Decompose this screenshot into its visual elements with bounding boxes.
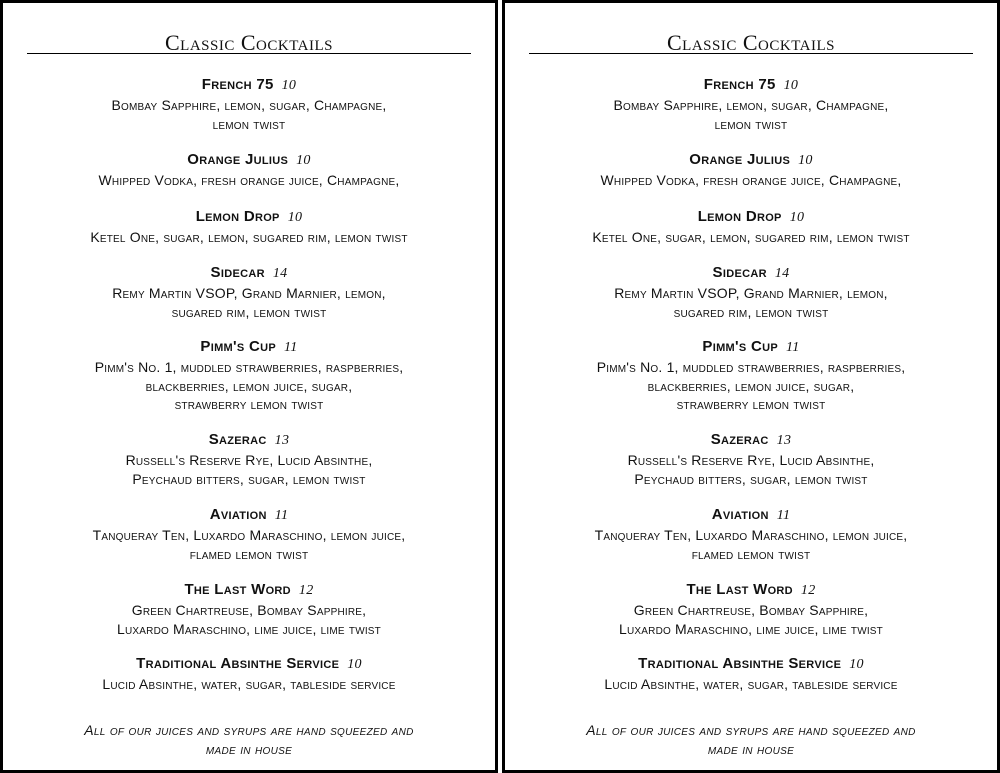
item-description — [505, 171, 997, 190]
item-description-line: Lucid Absinthe, water, sugar, tableside service — [604, 676, 898, 692]
item-description-line: Bombay Sapphire, lemon, sugar, Champagne, — [613, 97, 889, 113]
item-price: 10 — [849, 657, 864, 672]
menu-page-right — [502, 0, 1000, 773]
item-price: 13 — [274, 433, 290, 448]
menu-title: Classic Cocktails — [667, 30, 835, 55]
menu-item — [505, 431, 997, 488]
item-price: 11 — [274, 508, 289, 523]
item-description-line: Peychaud bitters, sugar, lemon twist — [634, 470, 868, 487]
item-name: The Last Word — [184, 581, 291, 598]
footer-note — [505, 721, 997, 758]
item-description-line: Ketel One, sugar, lemon, sugared rim, lemon twist — [90, 229, 408, 245]
menu-item — [505, 76, 997, 133]
item-description-line: blackberries, lemon juice, sugar, — [145, 377, 353, 394]
menu-item — [3, 431, 495, 488]
item-price: 10 — [783, 78, 799, 93]
item-description — [505, 451, 997, 488]
item-name: Orange Julius — [187, 151, 289, 168]
footer-note-line: made in house — [205, 740, 293, 757]
item-description — [505, 96, 997, 133]
item-description-line: Lucid Absinthe, water, sugar, tableside service — [102, 676, 396, 692]
item-name: Sidecar — [712, 264, 767, 281]
menu-item — [505, 208, 997, 247]
item-name: French 75 — [201, 76, 274, 93]
item-description-line: Peychaud bitters, sugar, lemon twist — [132, 470, 366, 487]
item-name: The Last Word — [686, 581, 793, 598]
footer-note — [3, 721, 495, 758]
item-description-line: Bombay Sapphire, lemon, sugar, Champagne, — [111, 97, 387, 113]
item-description-line: Tanqueray Ten, Luxardo Maraschino, lemon juice, — [594, 527, 908, 543]
menu-item — [3, 581, 495, 638]
menu-item — [3, 76, 495, 133]
item-description-line: Green Chartreuse, Bombay Sapphire, — [633, 602, 869, 618]
item-price: 14 — [774, 266, 790, 281]
item-description-line: Remy Martin VSOP, Grand Marnier, lemon, — [112, 285, 386, 301]
item-description — [505, 526, 997, 563]
item-price: 10 — [281, 78, 297, 93]
item-price: 10 — [798, 153, 813, 168]
item-description-line: Russell's Reserve Rye, Lucid Absinthe, — [627, 452, 875, 468]
item-description-line: strawberry lemon twist — [676, 396, 826, 412]
item-description-line: flamed lemon twist — [189, 545, 309, 562]
menu-page-left — [0, 0, 498, 773]
item-description — [3, 96, 495, 133]
item-description-line: Tanqueray Ten, Luxardo Maraschino, lemon juice, — [92, 527, 406, 543]
item-description-line: Whipped Vodka, fresh orange juice, Champagne, — [600, 172, 902, 188]
item-description-line: Pimm's No. 1, muddled strawberries, raspberries, — [596, 359, 906, 375]
item-name: Aviation — [711, 506, 769, 523]
item-description — [3, 171, 495, 190]
item-description-line: Luxardo Maraschino, lime juice, lime twist — [619, 620, 883, 637]
menu-item — [505, 655, 997, 694]
item-name: Sazerac — [208, 431, 267, 448]
item-description-line: Whipped Vodka, fresh orange juice, Champagne, — [98, 172, 400, 188]
item-price: 11 — [786, 340, 800, 355]
item-price: 10 — [296, 153, 311, 168]
item-description-line: sugared rim, lemon twist — [673, 303, 829, 320]
item-name: French 75 — [703, 76, 776, 93]
item-description-line: blackberries, lemon juice, sugar, — [647, 377, 855, 394]
item-description-line: flamed lemon twist — [691, 545, 811, 562]
item-description-line: sugared rim, lemon twist — [171, 303, 327, 320]
menu-item — [3, 338, 495, 414]
menu-item — [505, 264, 997, 321]
item-description — [3, 358, 495, 414]
item-description-line: strawberry lemon twist — [174, 396, 324, 412]
footer-note-line: made in house — [707, 740, 795, 757]
item-price: 13 — [776, 433, 792, 448]
item-description — [3, 526, 495, 563]
item-description-line: Remy Martin VSOP, Grand Marnier, lemon, — [614, 285, 888, 301]
menu-item — [3, 151, 495, 190]
item-description-line: lemon twist — [212, 115, 286, 132]
menu-item — [3, 655, 495, 694]
item-name: Orange Julius — [689, 151, 791, 168]
item-price: 11 — [284, 340, 298, 355]
item-name: Lemon Drop — [697, 208, 782, 225]
menu-item — [505, 338, 997, 414]
item-price: 10 — [347, 657, 362, 672]
item-description — [505, 228, 997, 247]
menu-item — [3, 506, 495, 563]
item-description — [505, 675, 997, 694]
item-description-line: Green Chartreuse, Bombay Sapphire, — [131, 602, 367, 618]
item-name: Traditional Absinthe Service — [638, 655, 842, 672]
menu-item — [505, 151, 997, 190]
item-price: 11 — [776, 508, 791, 523]
menu-item — [505, 506, 997, 563]
item-description — [505, 358, 997, 414]
item-name: Sidecar — [210, 264, 265, 281]
menu-title: Classic Cocktails — [165, 30, 333, 55]
menu-item — [3, 264, 495, 321]
item-name: Aviation — [209, 506, 267, 523]
title-divider — [27, 53, 471, 54]
title-divider — [529, 53, 973, 54]
item-description — [3, 601, 495, 638]
item-name: Traditional Absinthe Service — [136, 655, 340, 672]
item-name: Pimm's Cup — [702, 338, 778, 355]
item-description — [3, 284, 495, 321]
menu-item — [505, 581, 997, 638]
item-description-line: Pimm's No. 1, muddled strawberries, raspberries, — [94, 359, 404, 375]
item-name: Pimm's Cup — [200, 338, 276, 355]
footer-note-line: All of our juices and syrups are hand squeezed and — [84, 722, 414, 738]
item-description-line: Luxardo Maraschino, lime juice, lime twist — [117, 620, 381, 637]
item-description — [3, 675, 495, 694]
item-description-line: Russell's Reserve Rye, Lucid Absinthe, — [125, 452, 373, 468]
item-description — [3, 451, 495, 488]
item-description — [505, 601, 997, 638]
footer-note-line: All of our juices and syrups are hand squeezed and — [586, 722, 916, 738]
item-name: Lemon Drop — [195, 208, 280, 225]
menu-item — [3, 208, 495, 247]
item-price: 10 — [789, 210, 805, 225]
item-price: 12 — [800, 583, 816, 598]
item-description — [505, 284, 997, 321]
item-description — [3, 228, 495, 247]
item-description-line: lemon twist — [714, 115, 788, 132]
item-price: 10 — [287, 210, 303, 225]
item-price: 12 — [298, 583, 314, 598]
item-price: 14 — [272, 266, 288, 281]
item-description-line: Ketel One, sugar, lemon, sugared rim, lemon twist — [592, 229, 910, 245]
item-name: Sazerac — [710, 431, 769, 448]
